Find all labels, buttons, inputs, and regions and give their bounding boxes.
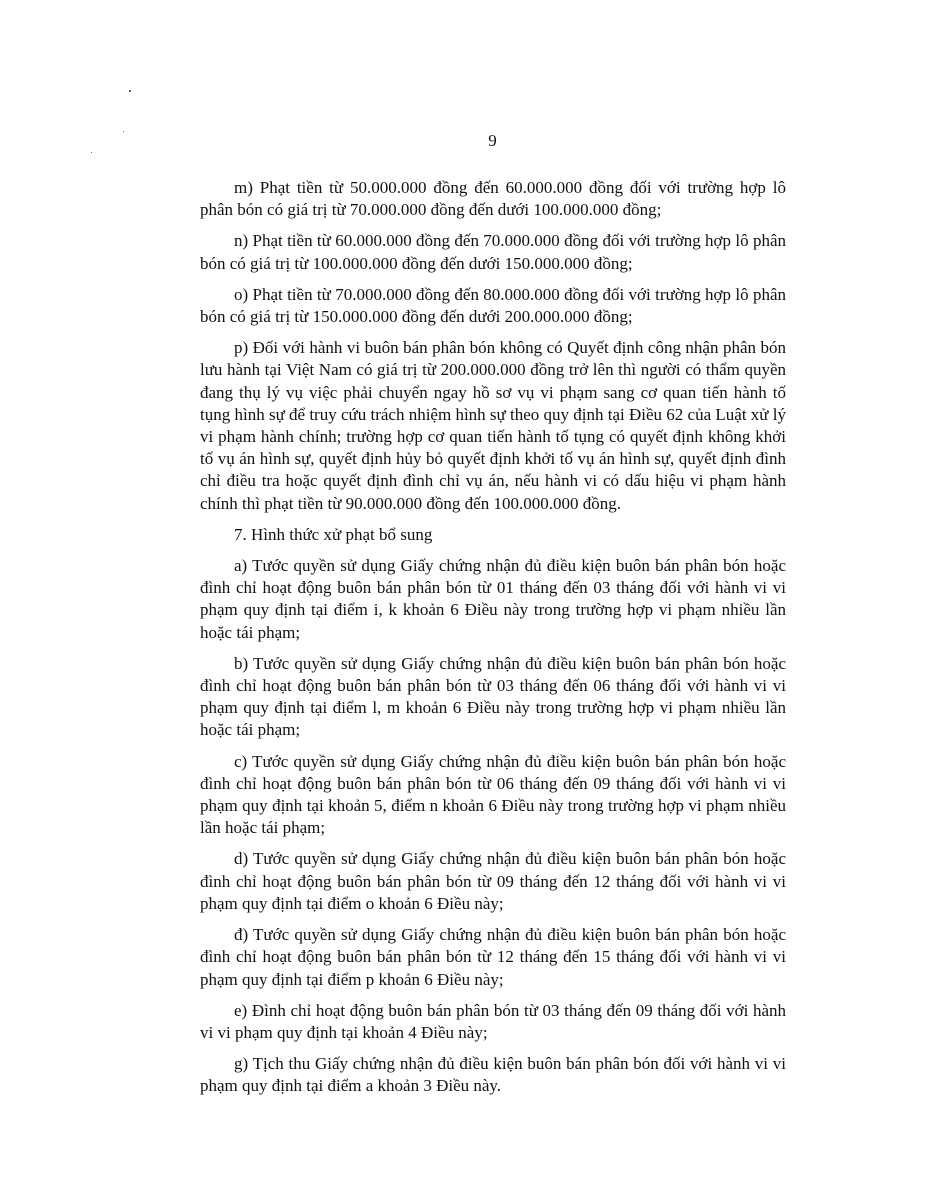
page-number: 9: [488, 131, 497, 150]
paragraph-b: b) Tước quyền sử dụng Giấy chứng nhận đủ điều kiện buôn bán phân bón hoặc đình chỉ hoạt động buôn bán phân bón từ 03 tháng đến 06 tháng đối với hành vi vi phạm quy định tại điểm l, m khoản 6 Điều này trong trường hợp vi phạm nhiều lần hoặc tái phạm;: [200, 653, 786, 740]
paragraph-m: m) Phạt tiền từ 50.000.000 đồng đến 60.000.000 đồng đối với trường hợp lô phân bón có giá trị từ 70.000.000 đồng đến dưới 100.000.000 đồng;: [200, 178, 786, 220]
scan-speck: [91, 152, 92, 153]
paragraph-g: g) Tịch thu Giấy chứng nhận đủ điều kiện buôn bán phân bón đối với hành vi vi phạm quy định tại điểm a khoản 3 Điều này.: [200, 1054, 786, 1096]
paragraph-c: c) Tước quyền sử dụng Giấy chứng nhận đủ điều kiện buôn bán phân bón hoặc đình chỉ hoạt động buôn bán phân bón từ 06 tháng đến 09 tháng đối với hành vi vi phạm quy định tại khoản 5, điểm n khoản 6 Điều này trong trường hợp vi phạm nhiều lần hoặc tái phạm;: [200, 751, 786, 838]
paragraph-d: d) Tước quyền sử dụng Giấy chứng nhận đủ điều kiện buôn bán phân bón hoặc đình chỉ hoạt động buôn bán phân bón từ 09 tháng đến 12 tháng đối với hành vi vi phạm quy định tại điểm o khoản 6 Điều này;: [200, 849, 786, 913]
paragraph-a: a) Tước quyền sử dụng Giấy chứng nhận đủ điều kiện buôn bán phân bón hoặc đình chỉ hoạt động buôn bán phân bón từ 01 tháng đến 03 tháng đối với hành vi vi phạm quy định tại điểm i, k khoản 6 Điều này trong trường hợp vi phạm nhiều lần hoặc tái phạm;: [200, 556, 786, 642]
paragraph-o: o) Phạt tiền từ 70.000.000 đồng đến 80.000.000 đồng đối với trường hợp lô phân bón có giá trị từ 150.000.000 đồng đến dưới 200.000.000 đồng;: [200, 284, 786, 327]
paragraph-p: p) Đối với hành vi buôn bán phân bón không có Quyết định công nhận phân bón lưu hành tại Việt Nam có giá trị từ 200.000.000 đồng trở lên thì người có thẩm quyền đang thụ lý vụ việc phải chuyển ngay hồ sơ vụ vi phạm sang cơ quan tiến hành tố tụng hình sự để truy cứu trách nhiệm hình sự theo quy định tại Điều 62 của Luật xử lý vi phạm hành chính; trường hợp cơ quan tiến hành tố tụng có quyết định không khởi tố vụ án hình sự, quyết định hủy bỏ quyết định khởi tố vụ án hình sự, quyết định đình chỉ điều tra hoặc quyết định đình chỉ vụ án, nếu hành vi có dấu hiệu vi phạm hành chính thì phạt tiền từ 90.000.000 đồng đến 100.000.000 đồng.: [200, 338, 786, 513]
paragraph-n: n) Phạt tiền từ 60.000.000 đồng đến 70.000.000 đồng đối với trường hợp lô phân bón có giá trị từ 100.000.000 đồng đến dưới 150.000.000 đồng;: [200, 231, 786, 273]
scan-speck: [129, 90, 131, 92]
section-heading: 7. Hình thức xử phạt bổ sung: [234, 524, 433, 544]
document-body: [200, 177, 786, 1107]
paragraph-dd: đ) Tước quyền sử dụng Giấy chứng nhận đủ điều kiện buôn bán phân bón hoặc đình chỉ hoạt động buôn bán phân bón từ 12 tháng đến 15 tháng đối với hành vi vi phạm quy định tại điểm p khoản 6 Điều này;: [200, 925, 786, 989]
paragraph-e: e) Đình chỉ hoạt động buôn bán phân bón từ 03 tháng đến 09 tháng đối với hành vi vi phạm quy định tại khoản 4 Điều này;: [200, 1000, 786, 1042]
